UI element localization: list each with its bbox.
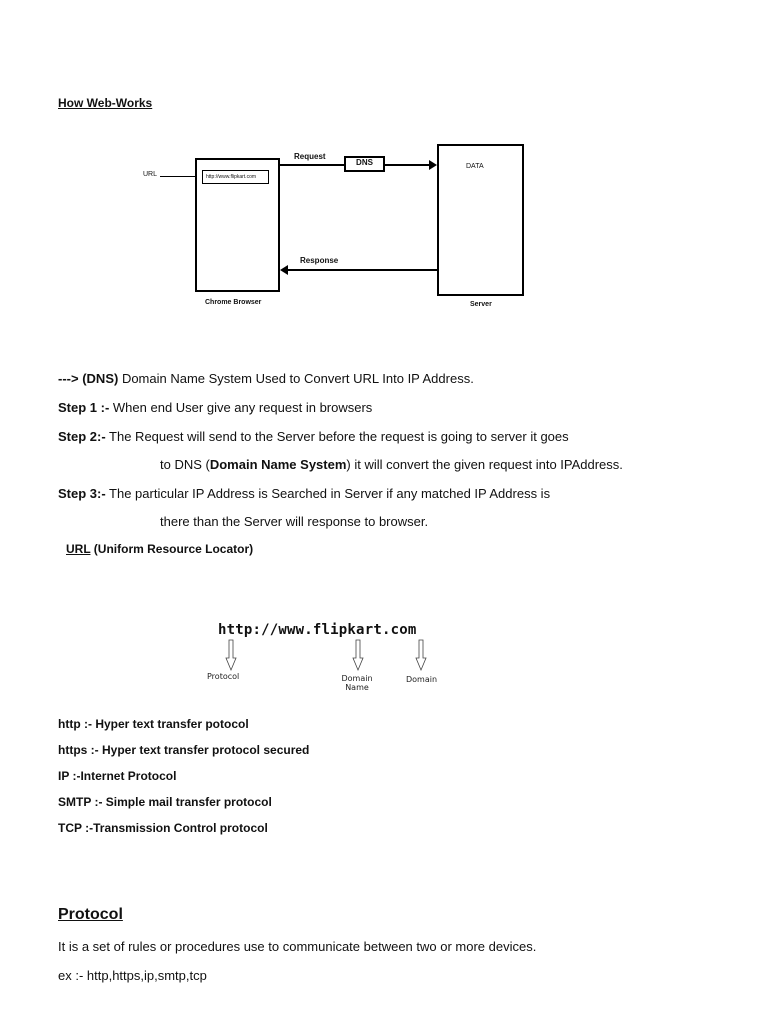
browser-label: Chrome Browser [205, 299, 262, 306]
dns-box: DNS [344, 156, 385, 172]
response-label: Response [300, 256, 339, 265]
url-example: http://www.flipkart.com [218, 622, 417, 638]
protocol-heading: Protocol [58, 906, 123, 923]
protocol-example: ex :- http,https,ip,smtp,tcp [58, 968, 207, 983]
url-label: URL [143, 171, 158, 178]
protocol-description: It is a set of rules or procedures use to communicate between two or more devices. [58, 939, 537, 954]
down-arrow-icon [353, 640, 363, 670]
step-1: Step 1 :- When end User give any request in browsers [58, 400, 373, 415]
step-2-continued: to DNS (Domain Name System) it will convert the given request into IPAddress. [160, 457, 623, 472]
definition-item: IP :-Internet Protocol [58, 769, 177, 783]
domain-name-part-label: Domain Name [341, 674, 373, 692]
url-bar: http://www.flipkart.com [202, 170, 269, 184]
request-label: Request [294, 152, 326, 161]
dns-definition: ---> (DNS) Domain Name System Used to Convert URL Into IP Address. [58, 371, 474, 386]
protocol-part-label: Protocol [207, 672, 240, 681]
step-2: Step 2:- The Request will send to the Server before the request is going to server it goes [58, 429, 569, 444]
domain-part-label: Domain [406, 675, 438, 684]
url-heading: URL (Uniform Resource Locator) [66, 542, 254, 556]
server-label: Server [470, 301, 492, 308]
definition-item: SMTP :- Simple mail transfer protocol [58, 795, 272, 809]
definition-item: http :- Hyper text transfer potocol [58, 717, 249, 731]
down-arrow-icon [416, 640, 426, 670]
step-3-continued: there than the Server will response to browser. [160, 514, 429, 529]
data-label: DATA [466, 163, 484, 170]
definition-item: TCP :-Transmission Control protocol [58, 821, 268, 835]
page-title: How Web-Works [58, 96, 153, 110]
step-3: Step 3:- The particular IP Address is Searched in Server if any matched IP Address is [58, 486, 551, 501]
down-arrow-icon [226, 640, 236, 670]
definition-item: https :- Hyper text transfer protocol secured [58, 743, 310, 757]
